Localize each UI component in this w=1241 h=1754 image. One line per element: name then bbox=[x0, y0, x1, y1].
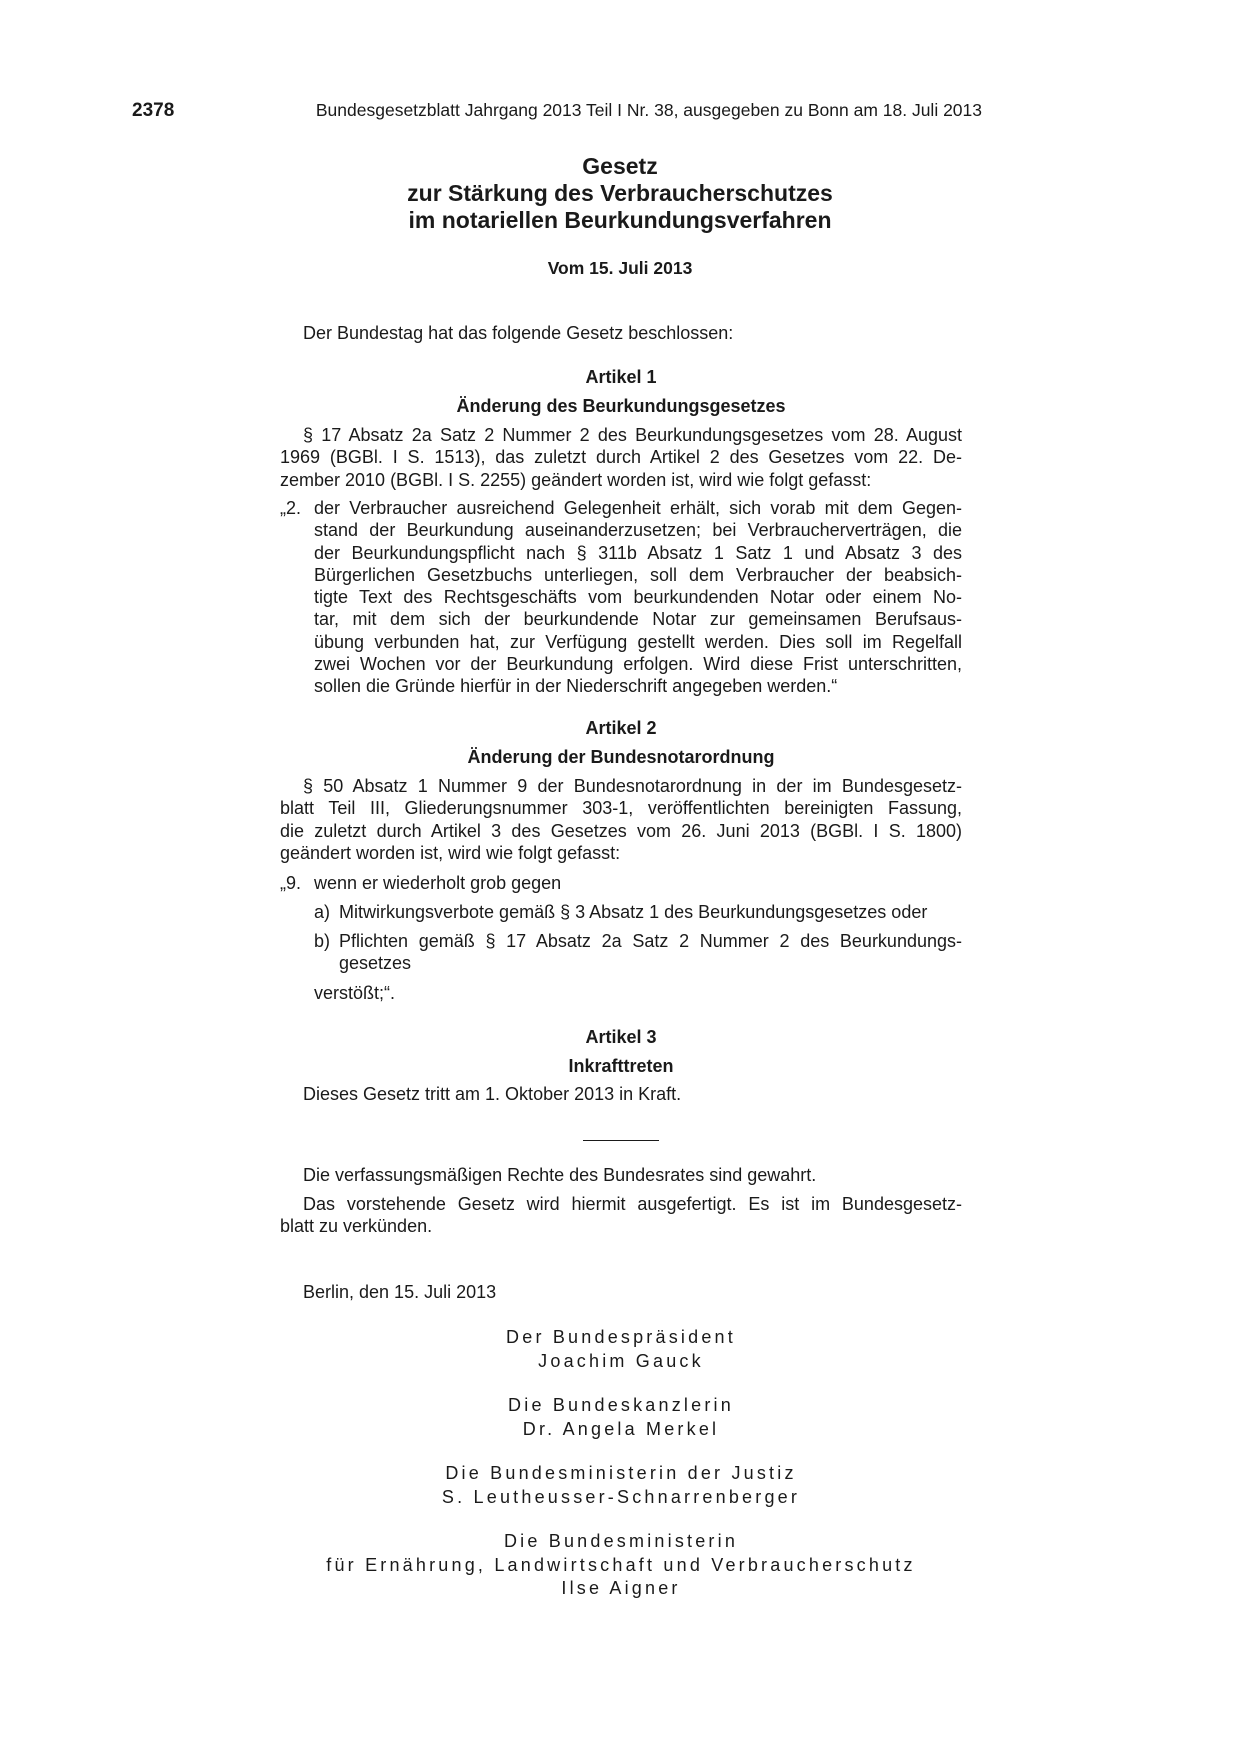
text-line: tigte Text des Rechtsgeschäfts vom beurkundenden Notar oder einem No- bbox=[314, 587, 962, 608]
text-line: der Verbraucher ausreichend Gelegenheit erhält, sich vorab mit dem Gegen- bbox=[314, 498, 962, 518]
law-title-line: zur Stärkung des Verbraucherschutzes bbox=[407, 180, 833, 206]
item-body: wenn er wiederholt grob gegen bbox=[314, 873, 562, 893]
sub-item-body bbox=[339, 930, 962, 975]
text-line: sollen die Gründe hierfür in der Niederschrift angegeben werden.“ bbox=[314, 676, 838, 697]
bundesrat-rights: Die verfassungsmäßigen Rechte des Bundesrates sind gewahrt. bbox=[303, 1165, 817, 1185]
sub-item-body: Mitwirkungsverbote gemäß § 3 Absatz 1 des Beurkundungsgesetzes oder bbox=[339, 902, 928, 922]
article-2-text bbox=[280, 775, 962, 864]
sub-item-marker: a) bbox=[314, 902, 331, 922]
signatory-name: S. Leutheusser-Schnarrenberger bbox=[441, 1486, 801, 1507]
text-line: § 50 Absatz 1 Nummer 9 der Bundesnotarordnung in der im Bundesgesetz- bbox=[303, 776, 962, 796]
sub-item-marker: b) bbox=[314, 931, 331, 951]
article-3-number: Artikel 3 bbox=[585, 1027, 657, 1047]
text-line: stand der Beurkundung auseinanderzusetzen; bei Verbraucherverträgen, die bbox=[314, 520, 962, 541]
signatory-office: Die Bundeskanzlerin bbox=[508, 1395, 734, 1415]
text-line: Das vorstehende Gesetz wird hiermit ausgefertigt. Es ist im Bundesgesetz- bbox=[303, 1194, 962, 1214]
signatory-office: für Ernährung, Landwirtschaft und Verbraucherschutz bbox=[326, 1554, 916, 1575]
signatory-name: Joachim Gauck bbox=[538, 1350, 704, 1371]
item-marker: „9. bbox=[280, 873, 302, 893]
article-2-item-9 bbox=[280, 872, 962, 894]
signatory-office: Die Bundesministerin der Justiz bbox=[445, 1463, 797, 1483]
article-3-text: Dieses Gesetz tritt am 1. Oktober 2013 in Kraft. bbox=[303, 1084, 682, 1104]
text-line: blatt Teil III, Gliederungsnummer 303-1, veröffentlichten bereinigten Fassung, bbox=[280, 798, 962, 819]
text-line: zwei Wochen vor der Beurkundung erfolgen. Wird diese Frist unterschritten, bbox=[314, 654, 962, 675]
promulgation-text bbox=[280, 1193, 962, 1238]
text-line: Pflichten gemäß § 17 Absatz 2a Satz 2 Nummer 2 des Beurkundungs- bbox=[339, 931, 962, 951]
page-number: 2378 bbox=[132, 100, 175, 121]
signatory-office: Die Bundesministerin bbox=[503, 1531, 739, 1551]
signature-block bbox=[280, 1326, 962, 1373]
text-line: tar, mit dem sich der beurkundende Notar zur gemeinsamen Berufsaus- bbox=[314, 609, 962, 630]
sub-item-b bbox=[314, 930, 962, 975]
text-line: blatt zu verkünden. bbox=[280, 1216, 433, 1237]
law-date: Vom 15. Juli 2013 bbox=[547, 258, 693, 278]
law-title-line: im notariellen Beurkundungsverfahren bbox=[408, 207, 832, 233]
text-line: 1969 (BGBl. I S. 1513), das zuletzt durch Artikel 2 des Gesetzes vom 22. De- bbox=[280, 447, 962, 468]
article-1-heading: Änderung des Beurkundungsgesetzes bbox=[456, 396, 786, 416]
signatory-name: Dr. Angela Merkel bbox=[522, 1418, 720, 1439]
sub-item-a bbox=[314, 901, 962, 923]
text-line: der Beurkundungspflicht nach § 311b Absatz 1 Satz 1 und Absatz 3 des bbox=[314, 542, 962, 563]
text-line: übung verbunden hat, zur Verfügung gestellt werden. Dies soll im Regelfall bbox=[314, 631, 962, 652]
place-date: Berlin, den 15. Juli 2013 bbox=[303, 1282, 497, 1302]
text-line: Bürgerlichen Gesetzbuchs unterliegen, soll dem Verbraucher der beabsich- bbox=[314, 564, 962, 585]
article-1-text bbox=[280, 424, 962, 491]
article-2-heading: Änderung der Bundesnotarordnung bbox=[467, 747, 775, 767]
text-line: geändert worden ist, wird wie folgt gefasst: bbox=[280, 842, 621, 863]
article-2-number: Artikel 2 bbox=[585, 718, 657, 738]
text-line: die zuletzt durch Artikel 3 des Gesetzes vom 26. Juni 2013 (BGBl. I S. 1800) bbox=[280, 820, 962, 841]
signature-block bbox=[280, 1462, 962, 1509]
page-header bbox=[132, 100, 982, 128]
signatory-office: Der Bundespräsident bbox=[506, 1327, 736, 1347]
signature-block bbox=[280, 1530, 962, 1601]
text-line: zember 2010 (BGBl. I S. 2255) geändert worden ist, wird wie folgt gefasst: bbox=[280, 469, 872, 490]
item-closing: verstößt;“. bbox=[314, 983, 396, 1003]
article-1-item-2 bbox=[280, 497, 962, 698]
text-line: gesetzes bbox=[339, 953, 412, 974]
article-1-number: Artikel 1 bbox=[585, 367, 657, 387]
law-title bbox=[300, 153, 940, 234]
article-3-heading: Inkrafttreten bbox=[568, 1056, 674, 1076]
enactment-clause: Der Bundestag hat das folgende Gesetz beschlossen: bbox=[303, 323, 734, 343]
item-marker: „2. bbox=[280, 498, 302, 518]
item-body bbox=[314, 497, 962, 698]
signature-block bbox=[280, 1394, 962, 1441]
running-title: Bundesgesetzblatt Jahrgang 2013 Teil I Nr. 38, ausgegeben zu Bonn am 18. Juli 2013 bbox=[315, 100, 982, 120]
separator-rule bbox=[583, 1140, 659, 1141]
signatory-name: Ilse Aigner bbox=[561, 1578, 681, 1598]
text-line: § 17 Absatz 2a Satz 2 Nummer 2 des Beurkundungsgesetzes vom 28. August bbox=[303, 425, 962, 445]
law-title-line: Gesetz bbox=[582, 153, 658, 179]
